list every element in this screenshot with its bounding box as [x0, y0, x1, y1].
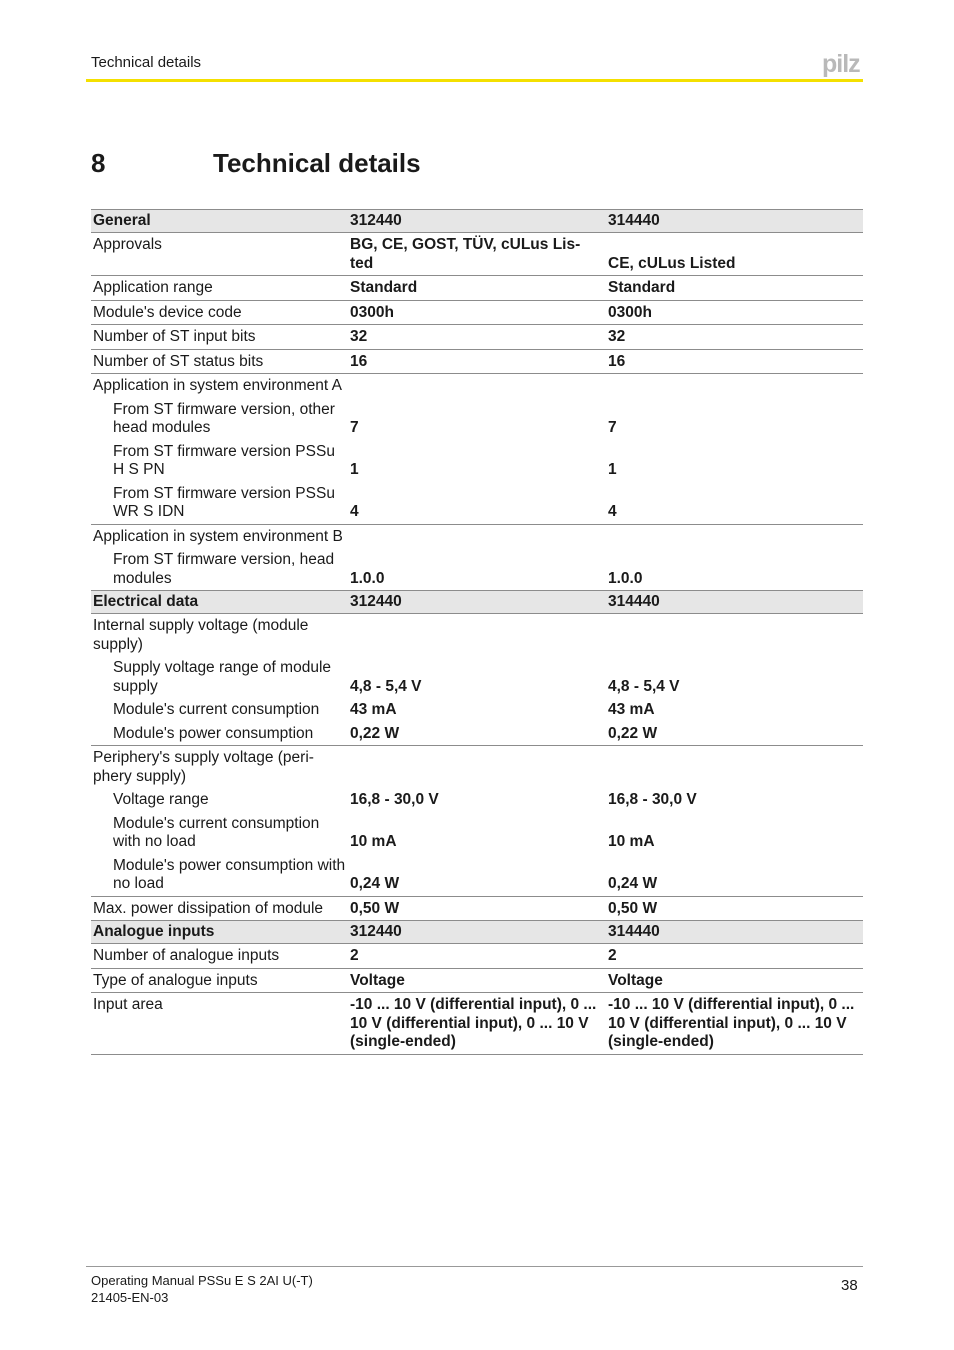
running-header-title: Technical details: [91, 54, 202, 71]
sub-row-label: Voltage range: [113, 791, 209, 808]
table-row: [91, 896, 863, 921]
row-value: Voltage: [606, 968, 863, 993]
sub-row-label: From ST firmware version, other head modules: [113, 400, 335, 436]
row-label: Number of analogue inputs: [91, 944, 348, 969]
row-value: 2: [348, 944, 606, 969]
row-value: CE, cULus Listed: [606, 233, 863, 276]
pilz-logo: pilz: [822, 50, 860, 78]
chapter-heading: [91, 148, 421, 179]
column-header: 314440: [606, 210, 863, 233]
row-value: 7: [608, 419, 617, 436]
sub-row: [91, 440, 863, 482]
row-label: Max. power dissipation of module: [91, 896, 348, 921]
group-label: Periphery's supply voltage (peri-phery supply): [93, 749, 314, 785]
group-label: Application in system environment A: [93, 377, 342, 394]
sub-row: [91, 548, 863, 591]
row-value: -10 ... 10 V (differential input), 0 ... 10 V (differential input), 0 ... 10 V (single-ended): [606, 993, 863, 1055]
row-value: Voltage: [348, 968, 606, 993]
row-value: 0300h: [606, 300, 863, 325]
row-value: 32: [606, 325, 863, 350]
header-rule: [86, 79, 863, 82]
row-value: 0300h: [348, 300, 606, 325]
row-label: Module's device code: [91, 300, 348, 325]
row-label: Number of ST input bits: [91, 325, 348, 350]
table-row: [91, 349, 863, 374]
row-value: 16,8 - 30,0 V: [608, 791, 697, 808]
row-value: [348, 233, 606, 276]
row-value: 16: [606, 349, 863, 374]
row-label: Application range: [91, 276, 348, 301]
row-value: 1.0.0: [606, 548, 863, 591]
row-value: 10 mA: [608, 833, 655, 850]
sub-row-label: From ST firmware version, head modules: [91, 548, 348, 591]
section-header-analogue: [91, 921, 863, 944]
row-value: 16,8 - 30,0 V: [350, 791, 439, 808]
row-value: 4: [606, 482, 863, 525]
row-value: 0,22 W: [606, 722, 863, 746]
section-title: Analogue inputs: [91, 921, 348, 944]
row-value: 4,8 - 5,4 V: [350, 677, 422, 695]
table-row: [91, 325, 863, 350]
footer-info: [91, 1272, 313, 1306]
sub-row-label: Module's power consumption: [91, 722, 348, 746]
row-value: 32: [348, 325, 606, 350]
section-header-electrical: [91, 591, 863, 614]
row-value: 16: [348, 349, 606, 374]
page-number: 38: [841, 1277, 858, 1294]
row-value: 4: [348, 482, 606, 525]
group-row: [91, 746, 863, 789]
row-value: 2: [606, 944, 863, 969]
section-header-general: [91, 210, 863, 233]
group-row: [91, 374, 863, 398]
group-label: Internal supply voltage (module supply): [93, 617, 309, 653]
sub-row-label: Module's current consumption with no load: [113, 814, 320, 850]
column-header: 312440: [348, 591, 606, 614]
row-value: -10 ... 10 V (differential input), 0 ... 10 V (differential input), 0 ... 10 V (single-ended): [348, 993, 606, 1055]
manual-title: Operating Manual PSSu E S 2AI U(-T): [91, 1273, 313, 1288]
sub-row: [91, 698, 863, 722]
footer-rule: [86, 1266, 863, 1267]
sub-row-label: From ST firmware version PSSu H S PN: [113, 442, 335, 478]
table-row: [91, 993, 863, 1055]
document-number: 21405-EN-03: [91, 1290, 169, 1305]
table-row: [91, 968, 863, 993]
table-row: [91, 233, 863, 276]
sub-row: [91, 722, 863, 746]
row-label: Number of ST status bits: [91, 349, 348, 374]
table-row: [91, 300, 863, 325]
sub-row: [91, 656, 863, 698]
row-label: Approvals: [91, 233, 348, 276]
row-value: 0,22 W: [348, 722, 606, 746]
row-value: 1: [608, 461, 617, 478]
column-header: 312440: [348, 210, 606, 233]
value-line: BG, CE, GOST, TÜV, cULus Lis-: [350, 236, 581, 253]
section-title: Electrical data: [91, 591, 348, 614]
value-line: ted: [350, 254, 374, 272]
row-value: 43 mA: [350, 701, 397, 718]
chapter-title: Technical details: [213, 148, 421, 178]
row-value: 0,50 W: [606, 896, 863, 921]
row-value: 10 mA: [350, 833, 397, 850]
row-value: 0,50 W: [348, 896, 606, 921]
row-value: 1.0.0: [348, 548, 606, 591]
row-value: 43 mA: [608, 701, 655, 718]
sub-row-label: Supply voltage range of module supply: [113, 659, 332, 695]
row-value: 7: [350, 419, 359, 436]
section-title: General: [91, 210, 348, 233]
group-row: [91, 524, 863, 548]
table-row: [91, 276, 863, 301]
row-label: Type of analogue inputs: [91, 968, 348, 993]
chapter-number: 8: [91, 148, 106, 178]
sub-row: [91, 482, 863, 525]
row-value: 0,24 W: [348, 854, 606, 897]
group-row: [91, 614, 863, 657]
technical-details-table: [91, 209, 863, 1055]
sub-row: [91, 812, 863, 854]
sub-row-label: Module's power consumption with no load: [91, 854, 348, 897]
row-value: Standard: [348, 276, 606, 301]
column-header: 314440: [606, 591, 863, 614]
sub-row-label: From ST firmware version PSSu WR S IDN: [91, 482, 348, 525]
row-value: 4,8 - 5,4 V: [608, 677, 680, 695]
row-label: Input area: [91, 993, 348, 1055]
sub-row: [91, 854, 863, 897]
sub-row-label: Module's current consumption: [113, 701, 320, 718]
row-value: 1: [350, 461, 359, 478]
table-row: [91, 944, 863, 969]
row-value: 0,24 W: [606, 854, 863, 897]
row-value: Standard: [606, 276, 863, 301]
sub-row: [91, 398, 863, 440]
group-label: Application in system environment B: [93, 527, 343, 545]
column-header: 314440: [606, 921, 863, 944]
sub-row: [91, 788, 863, 812]
column-header: 312440: [348, 921, 606, 944]
